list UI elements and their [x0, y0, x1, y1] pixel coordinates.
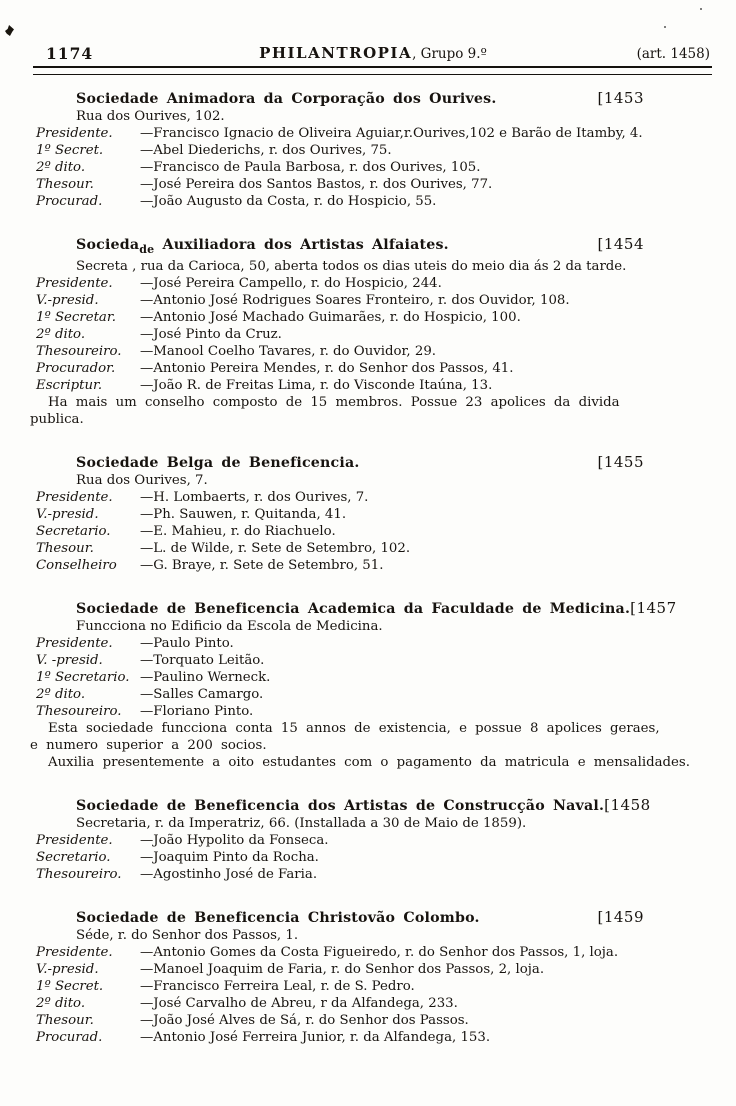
- role-line: [0, 309, 736, 326]
- role-line: [0, 635, 736, 652]
- role-label: Presidente.: [36, 275, 113, 291]
- entry-sublines: [0, 472, 736, 489]
- entry-title-row: [0, 90, 736, 108]
- role-line: [0, 961, 736, 978]
- role-label: Thesoureiro.: [36, 343, 122, 359]
- role-line: [0, 193, 736, 210]
- role-label: Presidente.: [36, 126, 113, 141]
- society-entry: [0, 90, 736, 210]
- role-line: [0, 995, 736, 1012]
- running-title-main: PHILANTROPIA: [259, 44, 413, 62]
- role-label: Secretario.: [36, 523, 111, 539]
- role-value: —Salles Camargo.: [140, 686, 264, 702]
- role-value: —E. Mahieu, r. do Riachuelo.: [140, 523, 336, 539]
- entry-sublines: [0, 815, 736, 832]
- entry-subline: Secreta , rua da Carioca, 50, aberta todos os dias uteis do meio dia ás 2 da tarde.: [76, 258, 627, 274]
- role-value: —Antonio José Machado Guimarães, r. do Hospicio, 100.: [140, 309, 521, 325]
- role-label: V.-presid.: [36, 506, 99, 522]
- role-line: [0, 832, 736, 849]
- ink-blot: [5, 25, 14, 36]
- role-line: [0, 360, 736, 377]
- role-line: [0, 176, 736, 193]
- entry-number: [1455: [597, 452, 644, 471]
- role-value: —João Hypolito da Fonseca.: [140, 832, 329, 848]
- entry-roles: [0, 944, 736, 1046]
- role-label: Thesour.: [36, 540, 94, 556]
- role-line: [0, 292, 736, 309]
- role-value: —Paulo Pinto.: [140, 635, 234, 651]
- role-value: —L. de Wilde, r. Sete de Setembro, 102.: [140, 540, 411, 556]
- role-label: Procurad.: [36, 1029, 103, 1045]
- entry-subline: Rua dos Ourives, 102.: [76, 109, 225, 124]
- role-line: [0, 142, 736, 159]
- role-line: [0, 849, 736, 866]
- role-line: [0, 159, 736, 176]
- entry-note: [30, 720, 712, 754]
- role-line: [0, 523, 736, 540]
- entry-title-row: [0, 454, 736, 472]
- entry-subline: Rua dos Ourives, 7.: [76, 472, 208, 488]
- role-value: —Antonio Gomes da Costa Figueiredo, r. do Senhor dos Passos, 1, loja.: [140, 944, 619, 960]
- entry-subline: Funcciona no Edificio da Escola de Medicina.: [76, 618, 383, 634]
- role-label: 1º Secret.: [36, 978, 104, 994]
- role-value: —José Pereira Campello, r. do Hospicio, 244.: [140, 275, 442, 291]
- role-line: [0, 343, 736, 360]
- entry-roles: [0, 275, 736, 394]
- entry-subline: Séde, r. do Senhor dos Passos, 1.: [76, 927, 299, 943]
- role-line: [0, 703, 736, 720]
- role-label: 2º dito.: [36, 326, 86, 342]
- role-line: [0, 275, 736, 292]
- role-value: —Torquato Leitão.: [140, 652, 265, 668]
- entry-number: [1459: [597, 907, 644, 926]
- entry-title-row: [0, 797, 736, 815]
- role-value: —João José Alves de Sá, r. do Senhor dos Passos.: [140, 1012, 469, 1028]
- role-label: Secretario.: [36, 849, 111, 865]
- society-entry: [0, 600, 736, 771]
- entry-subline: Secretaria, r. da Imperatriz, 66. (Installada a 30 de Maio de 1859).: [76, 815, 527, 831]
- society-title: Sociedade Belga de Beneficencia.: [76, 454, 360, 471]
- society-entry: [0, 797, 736, 883]
- role-label: Presidente.: [36, 832, 113, 848]
- entry-roles: [0, 489, 736, 574]
- role-line: [0, 1029, 736, 1046]
- note-line: Esta sociedade funcciona conta 15 annos de existencia, e possue 8 apolices geraes,: [48, 720, 660, 736]
- role-line: [0, 377, 736, 394]
- role-label: 1º Secret.: [36, 143, 104, 158]
- role-label: Escriptur.: [36, 377, 103, 393]
- role-line: [0, 125, 736, 142]
- role-line: [0, 669, 736, 686]
- role-value: —Abel Diederichs, r. dos Ourives, 75.: [140, 143, 392, 158]
- header-rule: [33, 66, 712, 75]
- dust-speck: [664, 26, 666, 28]
- role-value: —José Pinto da Cruz.: [140, 326, 282, 342]
- role-line: [0, 506, 736, 523]
- role-label: Conselheiro: [36, 557, 117, 573]
- entry-roles: [0, 635, 736, 720]
- society-title: Sociedade de Beneficencia Academica da Faculdade de Medicina.: [76, 600, 631, 617]
- role-value: —Antonio Pereira Mendes, r. do Senhor dos Passos, 41.: [140, 360, 514, 376]
- role-value: —Francisco Ferreira Leal, r. de S. Pedro.: [140, 978, 415, 994]
- running-title: [36, 44, 710, 62]
- role-value: —Agostinho José de Faria.: [140, 866, 318, 882]
- role-label: 1º Secretar.: [36, 309, 116, 325]
- role-value: —Joaquim Pinto da Rocha.: [140, 849, 319, 865]
- role-line: [0, 326, 736, 343]
- note-line: Ha mais um conselho composto de 15 membros. Possue 23 apolices da divida: [48, 394, 620, 410]
- role-label: Procurador.: [36, 360, 116, 376]
- society-title: Sociedade de Beneficencia Christovão Colombo.: [76, 909, 480, 926]
- society-title: Sociedade Animadora da Corporação dos Ourives.: [76, 91, 497, 107]
- page-number: 1174: [46, 44, 94, 63]
- note-line: e numero superior a 200 socios.: [30, 737, 267, 753]
- note-line: Auxilia presentemente a oito estudantes com o pagamento da matricula e mensalidades.: [48, 754, 690, 770]
- role-value: —João R. de Freitas Lima, r. do Visconde Itaúna, 13.: [140, 377, 493, 393]
- entry-number: [1457: [630, 598, 677, 617]
- role-label: Thesour.: [36, 177, 94, 192]
- role-label: Thesoureiro.: [36, 703, 122, 719]
- entries: [0, 84, 736, 1072]
- role-line: [0, 652, 736, 669]
- role-value: —Paulino Werneck.: [140, 669, 271, 685]
- entry-title-row: [0, 600, 736, 618]
- society-entry: [0, 909, 736, 1046]
- role-label: V. -presid.: [36, 652, 103, 668]
- role-line: [0, 686, 736, 703]
- entry-sublines: [0, 108, 736, 125]
- entry-title-row: [0, 236, 736, 258]
- entry-notes: [0, 394, 736, 428]
- role-label: Thesour.: [36, 1012, 94, 1028]
- article-reference: (art. 1458): [636, 46, 710, 62]
- role-line: [0, 866, 736, 883]
- role-label: Presidente.: [36, 489, 113, 505]
- page-header: [36, 44, 710, 66]
- role-value: —Antonio José Rodrigues Soares Fronteiro, r. dos Ouvidor, 108.: [140, 292, 570, 308]
- society-title: Sociedade de Beneficencia dos Artistas de Construcção Naval.: [76, 797, 605, 814]
- role-line: [0, 978, 736, 995]
- entry-roles: [0, 125, 736, 210]
- role-label: Presidente.: [36, 944, 113, 960]
- role-label: 2º dito.: [36, 686, 86, 702]
- role-value: —Manoel Joaquim de Faria, r. do Senhor dos Passos, 2, loja.: [140, 961, 545, 977]
- society-entry: [0, 454, 736, 574]
- society-title: Socieda$_{de}$ Auxiliadora dos Artistas Alfaiates.: [76, 237, 449, 256]
- role-value: —Floriano Pinto.: [140, 703, 254, 719]
- entry-roles: [0, 832, 736, 883]
- entry-number: [1458: [604, 795, 651, 814]
- role-line: [0, 1012, 736, 1029]
- role-line: [0, 557, 736, 574]
- role-value: —José Carvalho de Abreu, r da Alfandega, 233.: [140, 995, 458, 1011]
- entry-sublines: [0, 927, 736, 944]
- role-value: —Francisco Ignacio de Oliveira Aguiar,r.Ourives,102 e Barão de Itamby, 4.: [140, 126, 643, 141]
- entry-title-row: [0, 909, 736, 927]
- role-value: —Ph. Sauwen, r. Quitanda, 41.: [140, 506, 347, 522]
- role-label: Procurad.: [36, 194, 103, 209]
- entry-notes: [0, 720, 736, 771]
- role-label: Presidente.: [36, 635, 113, 651]
- role-value: —João Augusto da Costa, r. do Hospicio, 55.: [140, 194, 437, 209]
- role-value: —Manool Coelho Tavares, r. do Ouvidor, 29.: [140, 343, 437, 359]
- role-value: —G. Braye, r. Sete de Setembro, 51.: [140, 557, 384, 573]
- role-line: [0, 540, 736, 557]
- role-label: 2º dito.: [36, 995, 86, 1011]
- role-label: Thesoureiro.: [36, 866, 122, 882]
- note-line: publica.: [30, 411, 84, 427]
- entry-note: [30, 394, 712, 428]
- entry-sublines: [0, 618, 736, 635]
- entry-note: [30, 754, 712, 771]
- role-value: —José Pereira dos Santos Bastos, r. dos Ourives, 77.: [140, 177, 493, 192]
- entry-sublines: [0, 258, 736, 275]
- role-label: 2º dito.: [36, 160, 86, 175]
- entry-number: [1453: [597, 89, 644, 107]
- role-label: V.-presid.: [36, 292, 99, 308]
- role-line: [0, 944, 736, 961]
- role-value: —Francisco de Paula Barbosa, r. dos Ourives, 105.: [140, 160, 481, 175]
- role-label: 1º Secretario.: [36, 669, 130, 685]
- role-label: V.-presid.: [36, 961, 99, 977]
- role-value: —H. Lombaerts, r. dos Ourives, 7.: [140, 489, 369, 505]
- society-entry: [0, 236, 736, 428]
- role-line: [0, 489, 736, 506]
- entry-number: [1454: [597, 235, 644, 253]
- dust-speck: [700, 8, 702, 10]
- running-title-group: , Grupo 9.º: [412, 46, 487, 62]
- role-value: —Antonio José Ferreira Junior, r. da Alfandega, 153.: [140, 1029, 491, 1045]
